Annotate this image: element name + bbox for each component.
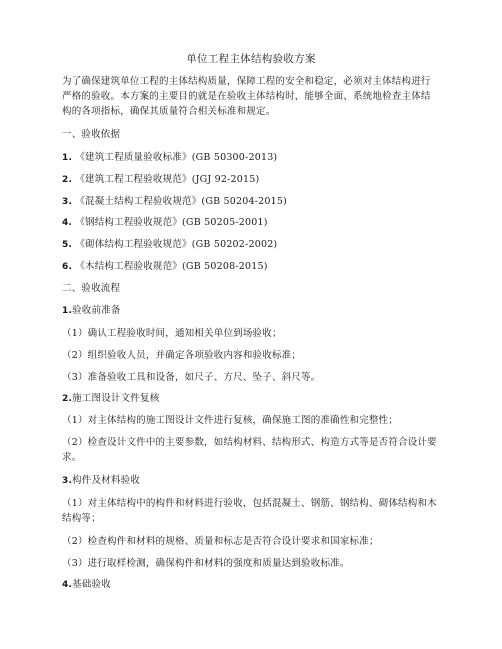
item-number: 4. xyxy=(62,218,73,228)
step-number: 1. xyxy=(62,306,73,316)
step-number: 3. xyxy=(62,476,73,486)
process-sub-item: （1）对主体结构的施工图设计文件进行复核，确保施工图的准确性和完整性； xyxy=(62,415,399,426)
item-text: 《混凝土结构工程验收规范》(GB 50204-2015) xyxy=(75,196,288,207)
basis-item xyxy=(62,238,277,252)
item-number: 3. xyxy=(62,197,73,207)
process-sub-item: （2）组织验收人员，并确定各项验收内容和验收标准； xyxy=(62,350,302,361)
basis-item xyxy=(62,216,268,230)
process-sub-item: （3）进行取样检测，确保构件和材料的强度和质量达到验收标准。 xyxy=(62,558,350,569)
item-number: 1. xyxy=(62,153,73,163)
process-sub-item: （3）准备验收工具和设备，如尺子、方尺、坠子、斜尺等。 xyxy=(62,372,321,383)
process-sub-item: （1）对主体结构中的构件和材料进行验收，包括混凝土、钢筋、钢结构、砌体结构和木结构等； xyxy=(62,498,437,524)
section-heading-process: 二、验收流程 xyxy=(62,283,121,294)
process-sub-item: （2）检查构件和材料的规格、质量和标志是否符合设计要求和国家标准； xyxy=(62,536,379,547)
item-number: 2. xyxy=(62,175,73,185)
basis-item xyxy=(62,260,268,274)
item-text: 《建筑工程工程验收规范》(JGJ 92-2015) xyxy=(75,174,260,185)
step-title: 施工图设计文件复核 xyxy=(72,393,160,404)
section-heading-basis: 一、验收依据 xyxy=(62,129,121,140)
basis-item xyxy=(62,173,259,187)
basis-item xyxy=(62,195,287,209)
process-step-title xyxy=(62,578,111,592)
item-text: 《钢结构工程验收规范》(GB 50205-2001) xyxy=(75,217,268,228)
item-text: 《砌体结构工程验收规范》(GB 50202-2002) xyxy=(75,239,278,250)
process-sub-item: （2）检查设计文件中的主要参数，如结构材料、结构形式、构造方式等是否符合设计要求。 xyxy=(62,437,437,463)
item-text: 《建筑工程质量验收标准》(GB 50300-2013) xyxy=(75,152,278,163)
step-title: 验收前准备 xyxy=(72,305,121,316)
item-number: 6. xyxy=(62,262,73,272)
step-title: 基础验收 xyxy=(72,579,111,590)
process-sub-item: （1）确认工程验收时间，通知相关单位到场验收； xyxy=(62,328,282,339)
step-number: 2. xyxy=(62,394,73,404)
basis-item xyxy=(62,151,277,165)
step-title: 构件及材料验收 xyxy=(72,475,140,486)
step-number: 4. xyxy=(62,580,73,590)
process-step-title xyxy=(62,392,159,406)
item-number: 5. xyxy=(62,240,73,250)
process-step-title xyxy=(62,474,140,488)
document-title: 单位工程主体结构验收方案 xyxy=(186,53,316,65)
intro-paragraph: 为了确保建筑单位工程的主体结构质量，保障工程的安全和稳定，必须对主体结构进行严格的验收。本方案的主要目的就是在验收主体结构时，能够全面、系统地检查主体结构的各项指标，确保其质量符合相关标准和规定。 xyxy=(62,76,431,117)
item-text: 《木结构工程验收规范》(GB 50208-2015) xyxy=(75,261,268,272)
process-step-title xyxy=(62,304,121,318)
